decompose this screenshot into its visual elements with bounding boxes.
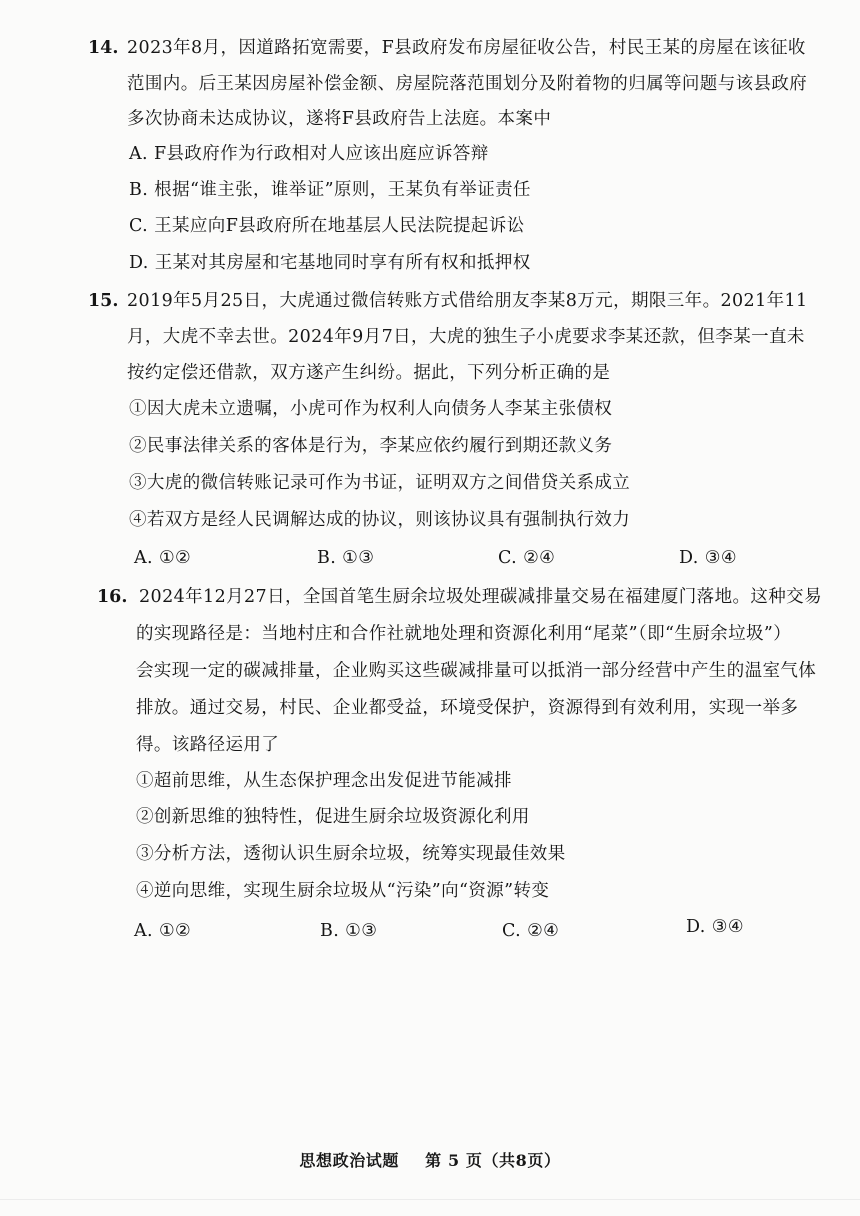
question-number: 14. [88,38,119,58]
page-footer [0,1150,860,1172]
statement-item: ①超前思维，从生态保护理念出发促进节能减排 [136,771,512,791]
question-stem-line: 的实现路径是：当地村庄和合作社就地处理和资源化利用“尾菜”（即“生厨余垃圾”） [136,624,792,644]
answer-option-c: C. ②④ [502,921,560,941]
question-stem-line: 范围内。后王某因房屋补偿金额、房屋院落范围划分及附着物的归属等问题与该县政府 [127,74,808,94]
statement-item: ④逆向思维，实现生厨余垃圾从“污染”向“资源”转变 [136,881,550,901]
answer-choice: C. 王某应向F县政府所在地基层人民法院提起诉讼 [129,216,525,236]
question-number: 16. [97,587,128,607]
statement-item: ④若双方是经人民调解达成的协议，则该协议具有强制执行效力 [129,510,631,530]
question-stem-line: 会实现一定的碳减排量，企业购买这些碳减排量可以抵消一部分经营中产生的温室气体 [136,661,817,681]
answer-option-d: D. ③④ [679,548,737,568]
statement-item: ③大虎的微信转账记录可作为书证，证明双方之间借贷关系成立 [129,473,631,493]
answer-option-a: A. ①② [134,921,192,941]
question-stem-line: 月，大虎不幸去世。2024年9月7日，大虎的独生子小虎要求李某还款，但李某一直未 [127,327,805,347]
question-stem-line: 2024年12月27日，全国首笔生厨余垃圾处理碳减排量交易在福建厦门落地。这种交易 [139,587,822,607]
statement-item: ②创新思维的独特性，促进生厨余垃圾资源化利用 [136,807,530,827]
answer-option-d: D. ③④ [686,917,744,937]
statement-item: ③分析方法，透彻认识生厨余垃圾，统筹实现最佳效果 [136,844,566,864]
statement-item: ①因大虎未立遗嘱，小虎可作为权利人向债务人李某主张债权 [129,399,613,419]
question-stem-line: 2023年8月，因道路拓宽需要，F县政府发布房屋征收公告，村民王某的房屋在该征收 [127,38,806,58]
question-stem-line: 2019年5月25日，大虎通过微信转账方式借给朋友李某8万元，期限三年。2021年11 [127,291,808,311]
answer-option-a: A. ①② [134,548,192,568]
answer-choice: B. 根据“谁主张，谁举证”原则，王某负有举证责任 [129,180,531,200]
question-stem-line: 得。该路径运用了 [136,735,280,755]
answer-option-b: B. ①③ [320,921,378,941]
subject-title: 思想政治试题 [299,1151,399,1170]
answer-option-b: B. ①③ [317,548,375,568]
page-number: 第 5 页（共8页） [425,1151,561,1170]
answer-choice: D. 王某对其房屋和宅基地同时享有所有权和抵押权 [129,253,531,273]
statement-item: ②民事法律关系的客体是行为，李某应依约履行到期还款义务 [129,436,613,456]
question-stem-line: 排放。通过交易，村民、企业都受益，环境受保护，资源得到有效利用，实现一举多 [136,698,799,718]
question-stem-line: 按约定偿还借款，双方遂产生纠纷。据此，下列分析正确的是 [127,363,611,383]
answer-choice: A. F县政府作为行政相对人应该出庭应诉答辩 [129,144,489,164]
answer-option-c: C. ②④ [498,548,556,568]
question-number: 15. [88,291,119,311]
scan-edge-divider [0,1199,860,1200]
question-stem-line: 多次协商未达成协议，遂将F县政府告上法庭。本案中 [127,109,552,129]
